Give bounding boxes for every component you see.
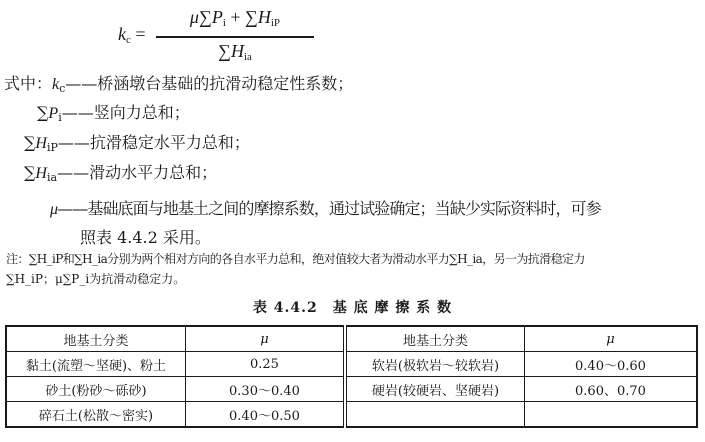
header-mu: μ: [524, 326, 697, 352]
definition-hia: $\sum H_{ia}——$滑动水平力总和；: [24, 163, 218, 184]
table-cell: 黏土(流塑～坚硬)、粉土: [6, 352, 185, 377]
formula-numerator: $\mu\sum P_i + \sum H_{iP}$: [189, 7, 281, 29]
table-cell: [345, 402, 524, 428]
note-line-2: ∑H_iP；μ∑P_i为抗滑动稳定力。: [6, 272, 186, 286]
fraction-bar: [156, 36, 314, 38]
formula-denominator: $\sum H_{ia}$: [218, 40, 252, 63]
friction-coefficient-table: [5, 325, 698, 428]
table-cell: 0.40～0.60: [524, 352, 697, 377]
definition-mu: μ——基础底面与地基土之间的摩擦系数，通过试验确定；当缺少实际资料时，可参: [50, 199, 601, 218]
table-header-row: [6, 326, 697, 352]
definition-mu-continued: 照表 4.4.2 采用。: [80, 228, 211, 247]
table-cell: 0.40～0.50: [185, 402, 345, 428]
table-caption: 表 4.4.2 基 底 摩 擦 系 数: [252, 300, 453, 316]
formula-lhs: $k_c$ =: [118, 24, 146, 46]
table-row: [6, 402, 697, 428]
definition-kc: 式中：$k_c——$桥涵墩台基础的抗滑动稳定性系数；: [4, 74, 354, 95]
table-row: [6, 377, 697, 402]
table-cell: 0.60、0.70: [524, 377, 697, 402]
definition-hip: $\sum H_{iP}——$抗滑稳定水平力总和；: [24, 133, 250, 154]
header-soil-class: 地基土分类: [6, 326, 185, 352]
formula-fraction: [156, 6, 314, 68]
definition-p: $\sum P_i——$竖向力总和；: [37, 103, 190, 124]
header-mu: μ: [185, 326, 345, 352]
header-soil-class: 地基土分类: [345, 326, 524, 352]
table-cell: 砂土(粉砂～砾砂): [6, 377, 185, 402]
table-cell: 0.25: [185, 352, 345, 377]
table-cell: 碎石土(松散～密实): [6, 402, 185, 428]
table-row: [6, 352, 697, 377]
table-cell: 0.30～0.40: [185, 377, 345, 402]
note-line-1: 注：∑H_iP和∑H_ia分别为两个相对方向的各自水平力总和，绝对值较大者为滑动水平力∑H_ia，另一为抗滑稳定力: [6, 252, 585, 266]
table-cell: 软岩(极软岩～较软岩): [345, 352, 524, 377]
table-cell: [524, 402, 697, 428]
table-cell: 硬岩(较硬岩、坚硬岩): [345, 377, 524, 402]
